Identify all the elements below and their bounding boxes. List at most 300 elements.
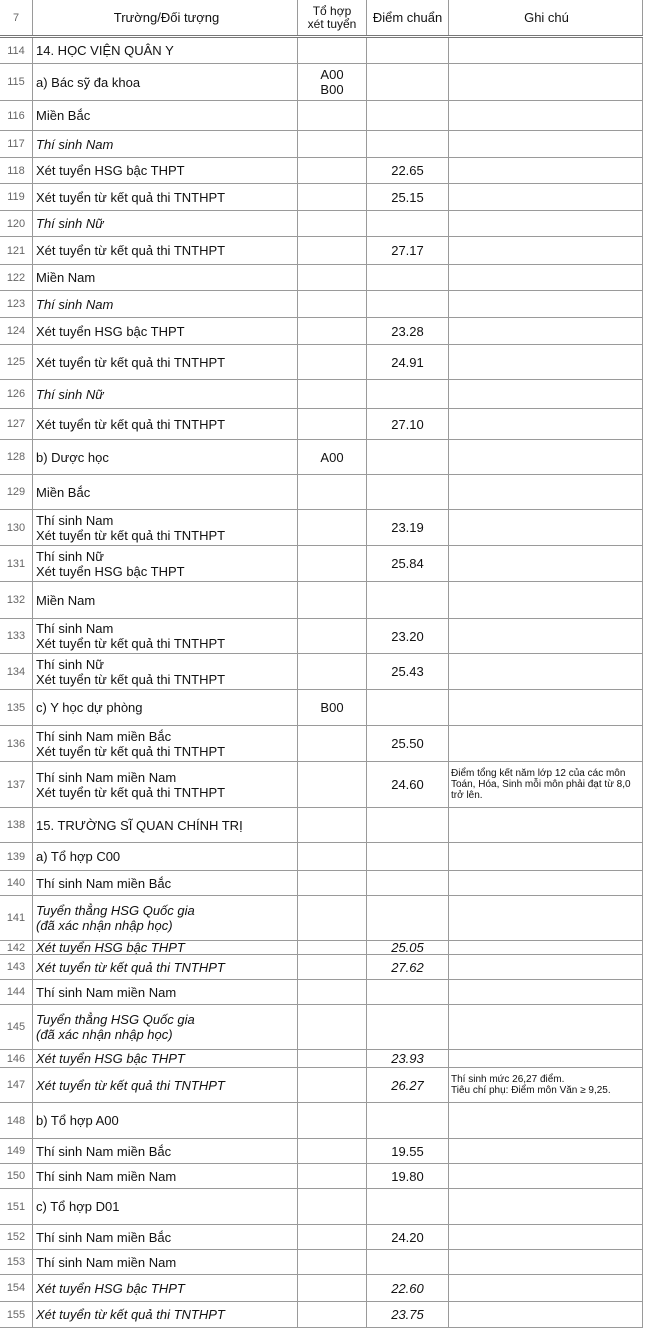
combo-cell[interactable] (297, 546, 366, 581)
score-cell[interactable] (366, 1005, 448, 1049)
name-cell-text: Tuyển thẳng HSG Quốc gia (đã xác nhận nhập học) (36, 1012, 195, 1042)
row-number[interactable] (0, 1189, 32, 1224)
combo-cell-text: B00 (320, 700, 344, 715)
row-number-text: 142 (6, 941, 26, 954)
row-number-text: 154 (6, 1282, 26, 1294)
score-cell-text: 23.20 (391, 628, 424, 644)
table-row (0, 654, 660, 690)
row-number-text: 119 (7, 191, 25, 203)
name-cell-text: Thí sinh Nam miền Nam Xét tuyển từ kết quả thi TNTHPT (36, 769, 226, 800)
name-cell[interactable] (32, 896, 297, 940)
row-number[interactable] (0, 619, 32, 653)
row-number[interactable] (0, 64, 32, 100)
row-number[interactable] (0, 211, 32, 236)
score-cell-text: 22.65 (391, 163, 424, 178)
note-cell[interactable] (448, 896, 643, 940)
combo-cell[interactable] (297, 184, 366, 210)
row-number[interactable] (0, 1225, 32, 1249)
combo-cell[interactable] (297, 440, 366, 474)
name-cell-text: Xét tuyển HSG bậc THPT (36, 163, 185, 178)
name-cell[interactable] (32, 101, 297, 130)
name-cell-text: a) Bác sỹ đa khoa (36, 74, 141, 90)
name-cell-text: Thí sinh Nữ (36, 386, 104, 402)
combo-cell[interactable] (297, 211, 366, 236)
note-cell[interactable] (448, 1302, 643, 1327)
note-cell[interactable] (448, 871, 643, 895)
row-number[interactable] (0, 409, 32, 439)
row-number-text: 151 (6, 1200, 26, 1213)
row-number-text: 138 (6, 819, 26, 831)
combo-cell[interactable] (297, 980, 366, 1004)
name-cell[interactable] (32, 211, 297, 236)
name-cell-text: Tuyển thẳng HSG Quốc gia (đã xác nhận nhập học) (36, 903, 195, 933)
score-cell-text: 27.62 (391, 959, 424, 975)
row-number-text: 133 (6, 630, 26, 642)
name-cell[interactable] (32, 808, 297, 842)
row-number[interactable] (0, 158, 32, 183)
name-cell[interactable] (32, 1164, 297, 1188)
score-cell[interactable] (366, 345, 448, 379)
name-cell-text: c) Tổ hợp D01 (36, 1199, 120, 1214)
score-cell[interactable] (366, 896, 448, 940)
combo-cell[interactable] (297, 1225, 366, 1249)
combo-cell[interactable] (297, 64, 366, 100)
score-cell[interactable] (366, 184, 448, 210)
note-cell[interactable] (448, 131, 643, 157)
note-cell[interactable] (448, 101, 643, 130)
combo-cell[interactable] (297, 619, 366, 653)
row-number[interactable] (0, 1250, 32, 1274)
name-cell-text: 15. TRƯỜNG SĨ QUAN CHÍNH TRỊ (36, 817, 243, 833)
score-cell[interactable] (366, 380, 448, 408)
row-number[interactable] (0, 654, 32, 689)
sheet-right-margin (643, 0, 660, 1334)
row-number-text: 120 (6, 217, 26, 230)
combo-cell[interactable] (297, 265, 366, 290)
combo-cell[interactable] (297, 1164, 366, 1188)
name-cell[interactable] (32, 1068, 297, 1102)
combo-cell-text: A00 (320, 449, 344, 465)
score-cell[interactable] (366, 955, 448, 979)
combo-cell[interactable] (297, 871, 366, 895)
note-cell[interactable] (448, 619, 643, 653)
note-cell[interactable] (448, 475, 643, 509)
note-cell[interactable] (448, 1250, 643, 1274)
row-number-text: 146 (6, 1052, 26, 1065)
table-row (0, 690, 660, 726)
name-cell[interactable] (32, 871, 297, 895)
table-row (0, 1225, 660, 1250)
table-row (0, 955, 660, 980)
combo-cell[interactable] (297, 808, 366, 842)
score-cell[interactable] (366, 1050, 448, 1067)
score-cell[interactable] (366, 64, 448, 100)
score-cell[interactable] (366, 1275, 448, 1301)
note-cell[interactable] (448, 1275, 643, 1301)
combo-cell[interactable] (297, 1005, 366, 1049)
score-cell[interactable] (366, 726, 448, 761)
score-cell-text: 24.20 (391, 1229, 424, 1245)
combo-cell[interactable] (297, 843, 366, 870)
note-cell[interactable] (448, 237, 643, 264)
header-row-number[interactable]: 7 (12, 11, 20, 24)
name-cell[interactable] (32, 980, 297, 1004)
row-number[interactable] (0, 896, 32, 940)
name-cell[interactable] (32, 619, 297, 653)
score-cell[interactable] (366, 582, 448, 618)
name-cell[interactable] (32, 38, 297, 63)
row-number-text: 155 (6, 1308, 26, 1321)
score-cell[interactable] (366, 941, 448, 954)
note-cell[interactable] (448, 38, 643, 63)
row-number[interactable] (0, 1164, 32, 1188)
score-cell-text: 25.05 (391, 941, 424, 954)
combo-cell[interactable] (297, 131, 366, 157)
score-cell[interactable] (366, 409, 448, 439)
score-cell[interactable] (366, 1189, 448, 1224)
row-number[interactable] (0, 1103, 32, 1138)
score-cell[interactable] (366, 690, 448, 725)
combo-cell[interactable] (297, 1275, 366, 1301)
row-number[interactable] (0, 726, 32, 761)
row-number[interactable] (0, 510, 32, 545)
row-number[interactable] (0, 941, 32, 954)
note-cell[interactable] (448, 843, 643, 870)
note-cell[interactable] (448, 1189, 643, 1224)
combo-cell[interactable] (297, 318, 366, 344)
row-number[interactable] (0, 582, 32, 618)
name-cell[interactable] (32, 762, 297, 807)
combo-cell[interactable] (297, 475, 366, 509)
row-number[interactable] (0, 690, 32, 725)
name-cell[interactable] (32, 690, 297, 725)
name-cell[interactable] (32, 546, 297, 581)
row-number[interactable] (0, 980, 32, 1004)
row-number-text: 130 (6, 521, 26, 534)
combo-cell[interactable] (297, 1189, 366, 1224)
table-row (0, 980, 660, 1005)
name-cell[interactable] (32, 475, 297, 509)
note-cell[interactable] (448, 158, 643, 183)
table-row (0, 1139, 660, 1164)
score-cell-text: 22.60 (391, 1280, 424, 1296)
row-number-text: 118 (7, 164, 25, 177)
row-number-text: 152 (6, 1231, 26, 1243)
name-cell[interactable] (32, 291, 297, 317)
combo-cell[interactable] (297, 955, 366, 979)
name-cell[interactable] (32, 726, 297, 761)
table-row (0, 896, 660, 941)
header-combo[interactable] (297, 0, 366, 35)
score-cell[interactable] (366, 510, 448, 545)
header-note[interactable]: Ghi chú (448, 0, 643, 35)
table-row (0, 184, 660, 211)
note-cell[interactable] (448, 1225, 643, 1249)
note-cell-text: Điểm tổng kết năm lớp 12 của các môn Toán, Hóa, Sinh mỗi môn phải đạt từ 8,0 trở lên. (451, 768, 631, 801)
score-cell[interactable] (366, 475, 448, 509)
combo-cell[interactable] (297, 690, 366, 725)
score-cell[interactable] (366, 1139, 448, 1163)
combo-cell[interactable] (297, 38, 366, 63)
combo-cell[interactable] (297, 158, 366, 183)
score-cell-text: 25.43 (391, 664, 424, 679)
name-cell[interactable] (32, 265, 297, 290)
score-cell[interactable] (366, 762, 448, 807)
note-cell-text: Thí sinh mức 26,27 điểm. Tiêu chí phụ: Điểm môn Văn ≥ 9,25. (451, 1074, 611, 1096)
note-cell[interactable] (448, 654, 643, 689)
name-cell[interactable] (32, 1250, 297, 1274)
note-cell[interactable] (448, 265, 643, 290)
name-cell[interactable] (32, 380, 297, 408)
row-number[interactable] (0, 843, 32, 870)
combo-cell[interactable] (297, 762, 366, 807)
row-number-text: 139 (6, 850, 26, 863)
score-cell[interactable] (366, 38, 448, 63)
combo-cell[interactable] (297, 1139, 366, 1163)
row-number[interactable] (0, 1050, 32, 1067)
note-cell[interactable] (448, 1050, 643, 1067)
note-cell[interactable] (448, 1005, 643, 1049)
row-number[interactable] (0, 1275, 32, 1301)
score-cell[interactable] (366, 654, 448, 689)
name-cell[interactable] (32, 1275, 297, 1301)
name-cell[interactable] (32, 1302, 297, 1327)
name-cell[interactable] (32, 131, 297, 157)
row-number-text: 131 (6, 557, 26, 570)
note-cell[interactable] (448, 1068, 643, 1102)
name-cell[interactable] (32, 843, 297, 870)
table-row (0, 345, 660, 380)
note-cell[interactable] (448, 184, 643, 210)
note-cell[interactable] (448, 510, 643, 545)
row-number[interactable] (0, 131, 32, 157)
name-cell-text: Thí sinh Nam miền Bắc (36, 1143, 172, 1159)
score-cell[interactable] (366, 1103, 448, 1138)
name-cell[interactable] (32, 510, 297, 545)
note-cell[interactable] (448, 955, 643, 979)
note-cell[interactable] (448, 1103, 643, 1138)
combo-cell[interactable] (297, 409, 366, 439)
table-row (0, 843, 660, 871)
name-cell-text: Xét tuyển HSG bậc THPT (36, 323, 185, 339)
score-cell[interactable] (366, 237, 448, 264)
combo-cell[interactable] (297, 582, 366, 618)
row-number[interactable] (0, 318, 32, 344)
score-cell[interactable] (366, 158, 448, 183)
note-cell[interactable] (448, 318, 643, 344)
row-number[interactable] (0, 1302, 32, 1327)
name-cell-text: Xét tuyển từ kết quả thi TNTHPT (36, 1077, 225, 1093)
row-number-text: 140 (6, 877, 26, 889)
name-cell[interactable] (32, 1139, 297, 1163)
combo-cell[interactable] (297, 380, 366, 408)
note-cell[interactable] (448, 980, 643, 1004)
row-number[interactable] (0, 1068, 32, 1102)
table-row (0, 237, 660, 265)
score-cell[interactable] (366, 843, 448, 870)
row-number-text: 144 (6, 986, 26, 998)
table-row (0, 38, 660, 64)
row-number-text: 153 (6, 1256, 26, 1268)
table-row (0, 762, 660, 808)
score-cell[interactable] (366, 1250, 448, 1274)
header-name[interactable]: Trường/Đối tượng (32, 0, 297, 35)
name-cell[interactable] (32, 654, 297, 689)
note-cell[interactable] (448, 762, 643, 807)
combo-cell[interactable] (297, 345, 366, 379)
combo-cell[interactable] (297, 1068, 366, 1102)
name-cell[interactable] (32, 1225, 297, 1249)
row-number-text: 136 (6, 737, 26, 750)
header-score[interactable]: Điểm chuẩn (366, 0, 448, 35)
row-number[interactable] (0, 345, 32, 379)
name-cell[interactable] (32, 941, 297, 954)
combo-cell[interactable] (297, 237, 366, 264)
score-cell[interactable] (366, 1068, 448, 1102)
score-cell[interactable] (366, 871, 448, 895)
note-cell[interactable] (448, 726, 643, 761)
table-row (0, 510, 660, 546)
note-cell[interactable] (448, 690, 643, 725)
combo-cell[interactable] (297, 1103, 366, 1138)
score-cell[interactable] (366, 546, 448, 581)
combo-cell[interactable] (297, 1250, 366, 1274)
score-cell[interactable] (366, 980, 448, 1004)
table-row (0, 1164, 660, 1189)
row-number-text: 121 (6, 244, 26, 257)
score-cell[interactable] (366, 808, 448, 842)
combo-cell[interactable] (297, 291, 366, 317)
score-cell-text: 19.55 (391, 1143, 424, 1159)
combo-cell[interactable] (297, 101, 366, 130)
name-cell[interactable] (32, 582, 297, 618)
name-cell-text: Miền Bắc (36, 484, 91, 500)
score-cell[interactable] (366, 318, 448, 344)
table-row (0, 1250, 660, 1275)
combo-cell[interactable] (297, 1302, 366, 1327)
score-cell[interactable] (366, 619, 448, 653)
row-number-text: 132 (6, 594, 26, 606)
score-cell[interactable] (366, 211, 448, 236)
row-number[interactable] (0, 546, 32, 581)
note-cell[interactable] (448, 1164, 643, 1188)
note-cell[interactable] (448, 582, 643, 618)
combo-cell[interactable] (297, 941, 366, 954)
score-cell[interactable] (366, 1164, 448, 1188)
row-number[interactable] (0, 380, 32, 408)
score-cell[interactable] (366, 1302, 448, 1327)
row-number[interactable] (0, 101, 32, 130)
name-cell[interactable] (32, 64, 297, 100)
score-cell[interactable] (366, 101, 448, 130)
name-cell[interactable] (32, 1103, 297, 1138)
name-cell[interactable] (32, 345, 297, 379)
name-cell-text: Xét tuyển từ kết quả thi TNTHPT (36, 959, 225, 975)
note-cell[interactable] (448, 345, 643, 379)
score-cell[interactable] (366, 1225, 448, 1249)
note-cell[interactable] (448, 291, 643, 317)
table-row (0, 871, 660, 896)
row-number[interactable] (0, 237, 32, 264)
table-row (0, 265, 660, 291)
name-cell-text: Thí sinh Nữ (36, 216, 104, 231)
note-cell[interactable] (448, 546, 643, 581)
name-cell[interactable] (32, 440, 297, 474)
table-row (0, 808, 660, 843)
name-cell[interactable] (32, 955, 297, 979)
combo-cell[interactable] (297, 896, 366, 940)
row-number[interactable] (0, 475, 32, 509)
name-cell-text: Xét tuyển HSG bậc THPT (36, 941, 185, 954)
combo-cell[interactable] (297, 510, 366, 545)
name-cell[interactable] (32, 184, 297, 210)
note-cell[interactable] (448, 64, 643, 100)
score-cell-text: 23.93 (391, 1051, 424, 1066)
row-number[interactable] (0, 265, 32, 290)
score-cell-text: 27.17 (391, 243, 424, 258)
name-cell-text: Thí sinh Nam miền Bắc (36, 875, 172, 891)
score-cell-text: 27.10 (391, 416, 424, 432)
name-cell-text: Thí sinh Nam miền Nam (36, 984, 177, 1000)
combo-cell[interactable] (297, 654, 366, 689)
name-cell-text: Thí sinh Nam (36, 296, 114, 312)
table-row (0, 726, 660, 762)
table-row (0, 1189, 660, 1225)
name-cell[interactable] (32, 1189, 297, 1224)
table-row (0, 409, 660, 440)
score-cell[interactable] (366, 291, 448, 317)
row-number[interactable] (0, 1139, 32, 1163)
note-cell[interactable] (448, 380, 643, 408)
name-cell-text: Thí sinh Nam miền Nam (36, 1254, 177, 1270)
name-cell[interactable] (32, 318, 297, 344)
note-cell[interactable] (448, 808, 643, 842)
combo-cell[interactable] (297, 1050, 366, 1067)
score-cell-text: 24.60 (391, 777, 424, 792)
row-number[interactable] (0, 1005, 32, 1049)
row-number[interactable] (0, 808, 32, 842)
row-number[interactable] (0, 184, 32, 210)
score-cell[interactable] (366, 265, 448, 290)
note-cell[interactable] (448, 1139, 643, 1163)
note-cell[interactable] (448, 440, 643, 474)
name-cell-text: b) Tổ hợp A00 (36, 1113, 119, 1128)
name-cell[interactable] (32, 1005, 297, 1049)
name-cell[interactable] (32, 1050, 297, 1067)
row-number[interactable] (0, 762, 32, 807)
row-number[interactable] (0, 871, 32, 895)
name-cell-text: Xét tuyển từ kết quả thi TNTHPT (36, 416, 226, 432)
name-cell-text: Thí sinh Nam Xét tuyển từ kết quả thi TNTHPT (36, 621, 226, 651)
name-cell[interactable] (32, 158, 297, 183)
combo-cell[interactable] (297, 726, 366, 761)
row-number[interactable] (0, 38, 32, 63)
score-cell-text: 23.28 (391, 323, 424, 339)
note-cell[interactable] (448, 941, 643, 954)
row-number[interactable] (0, 955, 32, 979)
name-cell-text: Xét tuyển HSG bậc THPT (36, 1280, 185, 1296)
note-cell[interactable] (448, 211, 643, 236)
name-cell[interactable] (32, 237, 297, 264)
name-cell-text: Xét tuyển từ kết quả thi TNTHPT (36, 189, 226, 205)
name-cell-text: a) Tổ hợp C00 (36, 849, 121, 864)
row-number[interactable] (0, 291, 32, 317)
row-number[interactable] (0, 440, 32, 474)
note-cell[interactable] (448, 409, 643, 439)
score-cell[interactable] (366, 131, 448, 157)
score-cell[interactable] (366, 440, 448, 474)
name-cell[interactable] (32, 409, 297, 439)
